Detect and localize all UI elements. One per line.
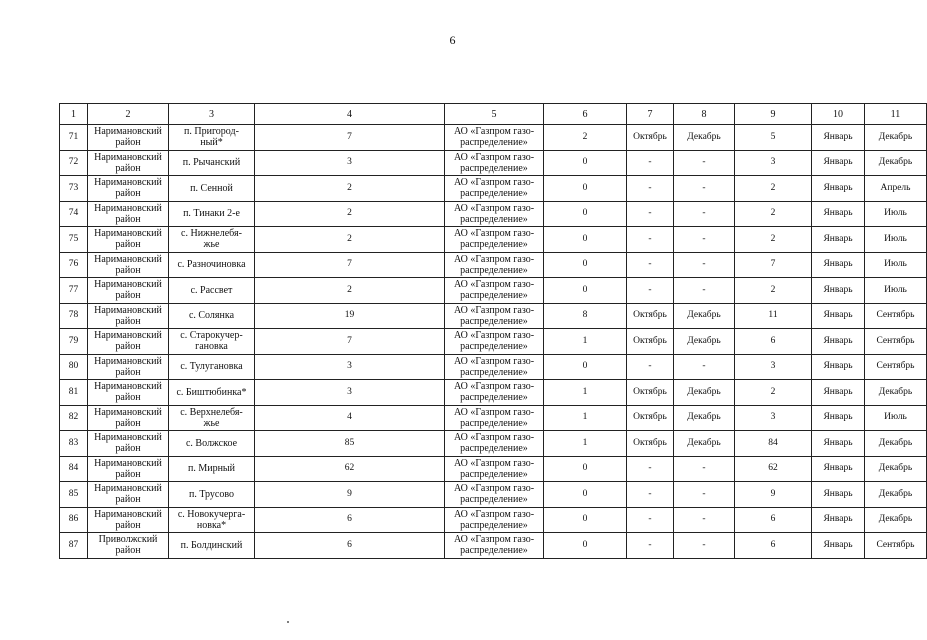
cell-count-current-year: 0 [544, 456, 627, 482]
cell-start-month: - [627, 252, 674, 278]
table-row [60, 252, 927, 278]
column-header-10: 10 [812, 104, 865, 125]
cell-settlement: п. Сенной [169, 176, 255, 202]
cell-start-month: Октябрь [627, 380, 674, 406]
cell-next-end-month: Сентябрь [865, 533, 927, 559]
cell-organization: АО «Газпром газо- распределение» [445, 125, 544, 151]
table-row [60, 380, 927, 406]
cell-count-current-year: 1 [544, 380, 627, 406]
cell-district: Наримановский район [88, 227, 169, 253]
cell-start-month: - [627, 227, 674, 253]
column-header-5: 5 [445, 104, 544, 125]
cell-end-month: Декабрь [674, 125, 735, 151]
cell-count-current-year: 0 [544, 150, 627, 176]
cell-total-count: 6 [255, 533, 445, 559]
cell-organization: АО «Газпром газо- распределение» [445, 227, 544, 253]
cell-start-month: - [627, 507, 674, 533]
cell-organization: АО «Газпром газо- распределение» [445, 354, 544, 380]
cell-next-start-month: Январь [812, 201, 865, 227]
cell-row-number: 80 [60, 354, 88, 380]
cell-settlement: с. Верхнелебя- жье [169, 405, 255, 431]
cell-total-count: 3 [255, 150, 445, 176]
cell-next-start-month: Январь [812, 533, 865, 559]
cell-organization: АО «Газпром газо- распределение» [445, 456, 544, 482]
cell-organization: АО «Газпром газо- распределение» [445, 533, 544, 559]
cell-district: Наримановский район [88, 201, 169, 227]
cell-count-current-year: 8 [544, 303, 627, 329]
cell-next-start-month: Январь [812, 278, 865, 304]
cell-end-month: - [674, 456, 735, 482]
cell-district: Наримановский район [88, 380, 169, 406]
cell-organization: АО «Газпром газо- распределение» [445, 176, 544, 202]
cell-district: Наримановский район [88, 150, 169, 176]
table-row [60, 201, 927, 227]
cell-count-next-year: 5 [735, 125, 812, 151]
cell-start-month: Октябрь [627, 405, 674, 431]
cell-settlement: с. Тулугановка [169, 354, 255, 380]
cell-next-end-month: Июль [865, 227, 927, 253]
cell-next-start-month: Январь [812, 431, 865, 457]
cell-row-number: 86 [60, 507, 88, 533]
cell-start-month: - [627, 150, 674, 176]
cell-settlement: с. Солянка [169, 303, 255, 329]
cell-district: Наримановский район [88, 431, 169, 457]
cell-next-end-month: Декабрь [865, 482, 927, 508]
cell-count-current-year: 2 [544, 125, 627, 151]
cell-row-number: 79 [60, 329, 88, 355]
cell-end-month: - [674, 227, 735, 253]
cell-count-current-year: 0 [544, 482, 627, 508]
cell-next-start-month: Январь [812, 227, 865, 253]
header-row [60, 104, 927, 125]
cell-end-month: - [674, 533, 735, 559]
cell-start-month: - [627, 278, 674, 304]
cell-count-current-year: 0 [544, 354, 627, 380]
cell-district: Наримановский район [88, 278, 169, 304]
cell-settlement: с. Новокучерга- новка* [169, 507, 255, 533]
page-number: 6 [449, 33, 456, 47]
table-row [60, 278, 927, 304]
cell-next-start-month: Январь [812, 150, 865, 176]
cell-next-start-month: Январь [812, 380, 865, 406]
cell-row-number: 73 [60, 176, 88, 202]
cell-next-end-month: Июль [865, 278, 927, 304]
cell-total-count: 3 [255, 380, 445, 406]
cell-end-month: - [674, 507, 735, 533]
cell-start-month: - [627, 482, 674, 508]
cell-district: Наримановский район [88, 303, 169, 329]
cell-total-count: 2 [255, 176, 445, 202]
cell-count-current-year: 0 [544, 533, 627, 559]
cell-end-month: - [674, 482, 735, 508]
cell-organization: АО «Газпром газо- распределение» [445, 431, 544, 457]
cell-settlement: с. Нижнелебя- жье [169, 227, 255, 253]
cell-next-end-month: Декабрь [865, 431, 927, 457]
cell-next-start-month: Январь [812, 456, 865, 482]
cell-count-next-year: 3 [735, 150, 812, 176]
cell-organization: АО «Газпром газо- распределение» [445, 482, 544, 508]
cell-next-end-month: Июль [865, 252, 927, 278]
cell-count-current-year: 0 [544, 201, 627, 227]
cell-settlement: п. Пригород- ный* [169, 125, 255, 151]
cell-start-month: - [627, 456, 674, 482]
cell-settlement: с. Разночиновка [169, 252, 255, 278]
cell-total-count: 4 [255, 405, 445, 431]
column-header-4: 4 [255, 104, 445, 125]
cell-end-month: Декабрь [674, 405, 735, 431]
table-row [60, 150, 927, 176]
cell-end-month: Декабрь [674, 431, 735, 457]
cell-total-count: 3 [255, 354, 445, 380]
table-row [60, 227, 927, 253]
cell-count-next-year: 2 [735, 380, 812, 406]
cell-count-current-year: 0 [544, 507, 627, 533]
cell-organization: АО «Газпром газо- распределение» [445, 150, 544, 176]
cell-count-next-year: 2 [735, 278, 812, 304]
cell-total-count: 7 [255, 125, 445, 151]
cell-next-start-month: Январь [812, 507, 865, 533]
cell-total-count: 19 [255, 303, 445, 329]
cell-end-month: - [674, 354, 735, 380]
cell-organization: АО «Газпром газо- распределение» [445, 278, 544, 304]
cell-count-next-year: 6 [735, 533, 812, 559]
column-header-11: 11 [865, 104, 927, 125]
cell-total-count: 2 [255, 201, 445, 227]
cell-district: Приволжский район [88, 533, 169, 559]
column-header-1: 1 [60, 104, 88, 125]
cell-row-number: 75 [60, 227, 88, 253]
cell-organization: АО «Газпром газо- распределение» [445, 380, 544, 406]
cell-count-next-year: 9 [735, 482, 812, 508]
cell-end-month: Декабрь [674, 303, 735, 329]
cell-count-next-year: 6 [735, 507, 812, 533]
cell-row-number: 78 [60, 303, 88, 329]
cell-organization: АО «Газпром газо- распределение» [445, 507, 544, 533]
cell-total-count: 2 [255, 278, 445, 304]
cell-settlement: п. Рычанский [169, 150, 255, 176]
table-row [60, 431, 927, 457]
cell-count-next-year: 2 [735, 176, 812, 202]
cell-organization: АО «Газпром газо- распределение» [445, 303, 544, 329]
cell-end-month: - [674, 176, 735, 202]
table-row [60, 482, 927, 508]
cell-district: Наримановский район [88, 354, 169, 380]
cell-start-month: - [627, 201, 674, 227]
cell-end-month: Декабрь [674, 380, 735, 406]
cell-next-end-month: Декабрь [865, 125, 927, 151]
table-row [60, 405, 927, 431]
cell-count-next-year: 11 [735, 303, 812, 329]
cell-district: Наримановский район [88, 405, 169, 431]
cell-next-start-month: Январь [812, 125, 865, 151]
cell-next-end-month: Декабрь [865, 456, 927, 482]
cell-end-month: - [674, 252, 735, 278]
cell-total-count: 9 [255, 482, 445, 508]
cell-total-count: 85 [255, 431, 445, 457]
cell-start-month: - [627, 533, 674, 559]
cell-organization: АО «Газпром газо- распределение» [445, 201, 544, 227]
cell-next-end-month: Декабрь [865, 380, 927, 406]
cell-row-number: 82 [60, 405, 88, 431]
cell-start-month: Октябрь [627, 303, 674, 329]
cell-settlement: с. Биштюбинка* [169, 380, 255, 406]
cell-organization: АО «Газпром газо- распределение» [445, 405, 544, 431]
table-row [60, 354, 927, 380]
cell-next-start-month: Январь [812, 252, 865, 278]
cell-settlement: п. Мирный [169, 456, 255, 482]
cell-count-next-year: 3 [735, 354, 812, 380]
cell-row-number: 85 [60, 482, 88, 508]
cell-district: Наримановский район [88, 482, 169, 508]
schedule-table [59, 103, 927, 559]
cell-next-end-month: Декабрь [865, 507, 927, 533]
column-header-8: 8 [674, 104, 735, 125]
cell-end-month: - [674, 278, 735, 304]
cell-row-number: 84 [60, 456, 88, 482]
cell-organization: АО «Газпром газо- распределение» [445, 252, 544, 278]
cell-count-current-year: 0 [544, 278, 627, 304]
cell-total-count: 7 [255, 252, 445, 278]
table-header [60, 104, 927, 125]
cell-count-next-year: 84 [735, 431, 812, 457]
cell-row-number: 71 [60, 125, 88, 151]
cell-count-next-year: 2 [735, 201, 812, 227]
column-header-7: 7 [627, 104, 674, 125]
cell-count-current-year: 1 [544, 405, 627, 431]
table-row [60, 329, 927, 355]
table-row [60, 533, 927, 559]
column-header-9: 9 [735, 104, 812, 125]
cell-district: Наримановский район [88, 252, 169, 278]
cell-start-month: - [627, 176, 674, 202]
cell-count-next-year: 7 [735, 252, 812, 278]
cell-total-count: 62 [255, 456, 445, 482]
cell-count-next-year: 3 [735, 405, 812, 431]
cell-district: Наримановский район [88, 329, 169, 355]
cell-end-month: Декабрь [674, 329, 735, 355]
cell-total-count: 2 [255, 227, 445, 253]
cell-row-number: 81 [60, 380, 88, 406]
table-row [60, 303, 927, 329]
cell-count-current-year: 0 [544, 252, 627, 278]
cell-next-start-month: Январь [812, 405, 865, 431]
cell-next-end-month: Декабрь [865, 150, 927, 176]
scan-speck [287, 621, 289, 623]
cell-settlement: п. Трусово [169, 482, 255, 508]
cell-next-start-month: Январь [812, 329, 865, 355]
cell-count-current-year: 1 [544, 431, 627, 457]
cell-total-count: 6 [255, 507, 445, 533]
table-row [60, 125, 927, 151]
cell-next-end-month: Апрель [865, 176, 927, 202]
cell-settlement: с. Старокучер- гановка [169, 329, 255, 355]
column-header-3: 3 [169, 104, 255, 125]
cell-district: Наримановский район [88, 507, 169, 533]
cell-district: Наримановский район [88, 176, 169, 202]
cell-start-month: Октябрь [627, 125, 674, 151]
cell-row-number: 77 [60, 278, 88, 304]
cell-start-month: Октябрь [627, 329, 674, 355]
column-header-6: 6 [544, 104, 627, 125]
cell-count-current-year: 0 [544, 227, 627, 253]
cell-next-end-month: Сентябрь [865, 329, 927, 355]
cell-start-month: Октябрь [627, 431, 674, 457]
cell-row-number: 76 [60, 252, 88, 278]
cell-row-number: 83 [60, 431, 88, 457]
cell-row-number: 87 [60, 533, 88, 559]
cell-count-current-year: 0 [544, 176, 627, 202]
cell-district: Наримановский район [88, 125, 169, 151]
table-row [60, 176, 927, 202]
column-header-2: 2 [88, 104, 169, 125]
cell-next-start-month: Январь [812, 303, 865, 329]
cell-next-start-month: Январь [812, 354, 865, 380]
cell-count-next-year: 2 [735, 227, 812, 253]
cell-next-end-month: Сентябрь [865, 354, 927, 380]
table-row [60, 456, 927, 482]
cell-settlement: с. Рассвет [169, 278, 255, 304]
cell-next-end-month: Июль [865, 405, 927, 431]
cell-district: Наримановский район [88, 456, 169, 482]
cell-total-count: 7 [255, 329, 445, 355]
cell-count-next-year: 62 [735, 456, 812, 482]
cell-next-start-month: Январь [812, 482, 865, 508]
cell-next-start-month: Январь [812, 176, 865, 202]
cell-settlement: п. Болдинский [169, 533, 255, 559]
cell-row-number: 74 [60, 201, 88, 227]
cell-settlement: с. Волжское [169, 431, 255, 457]
cell-end-month: - [674, 201, 735, 227]
cell-next-end-month: Июль [865, 201, 927, 227]
cell-start-month: - [627, 354, 674, 380]
cell-count-next-year: 6 [735, 329, 812, 355]
cell-settlement: п. Тинаки 2-е [169, 201, 255, 227]
cell-row-number: 72 [60, 150, 88, 176]
cell-organization: АО «Газпром газо- распределение» [445, 329, 544, 355]
cell-end-month: - [674, 150, 735, 176]
table-row [60, 507, 927, 533]
cell-count-current-year: 1 [544, 329, 627, 355]
table-body [60, 125, 927, 559]
cell-next-end-month: Сентябрь [865, 303, 927, 329]
